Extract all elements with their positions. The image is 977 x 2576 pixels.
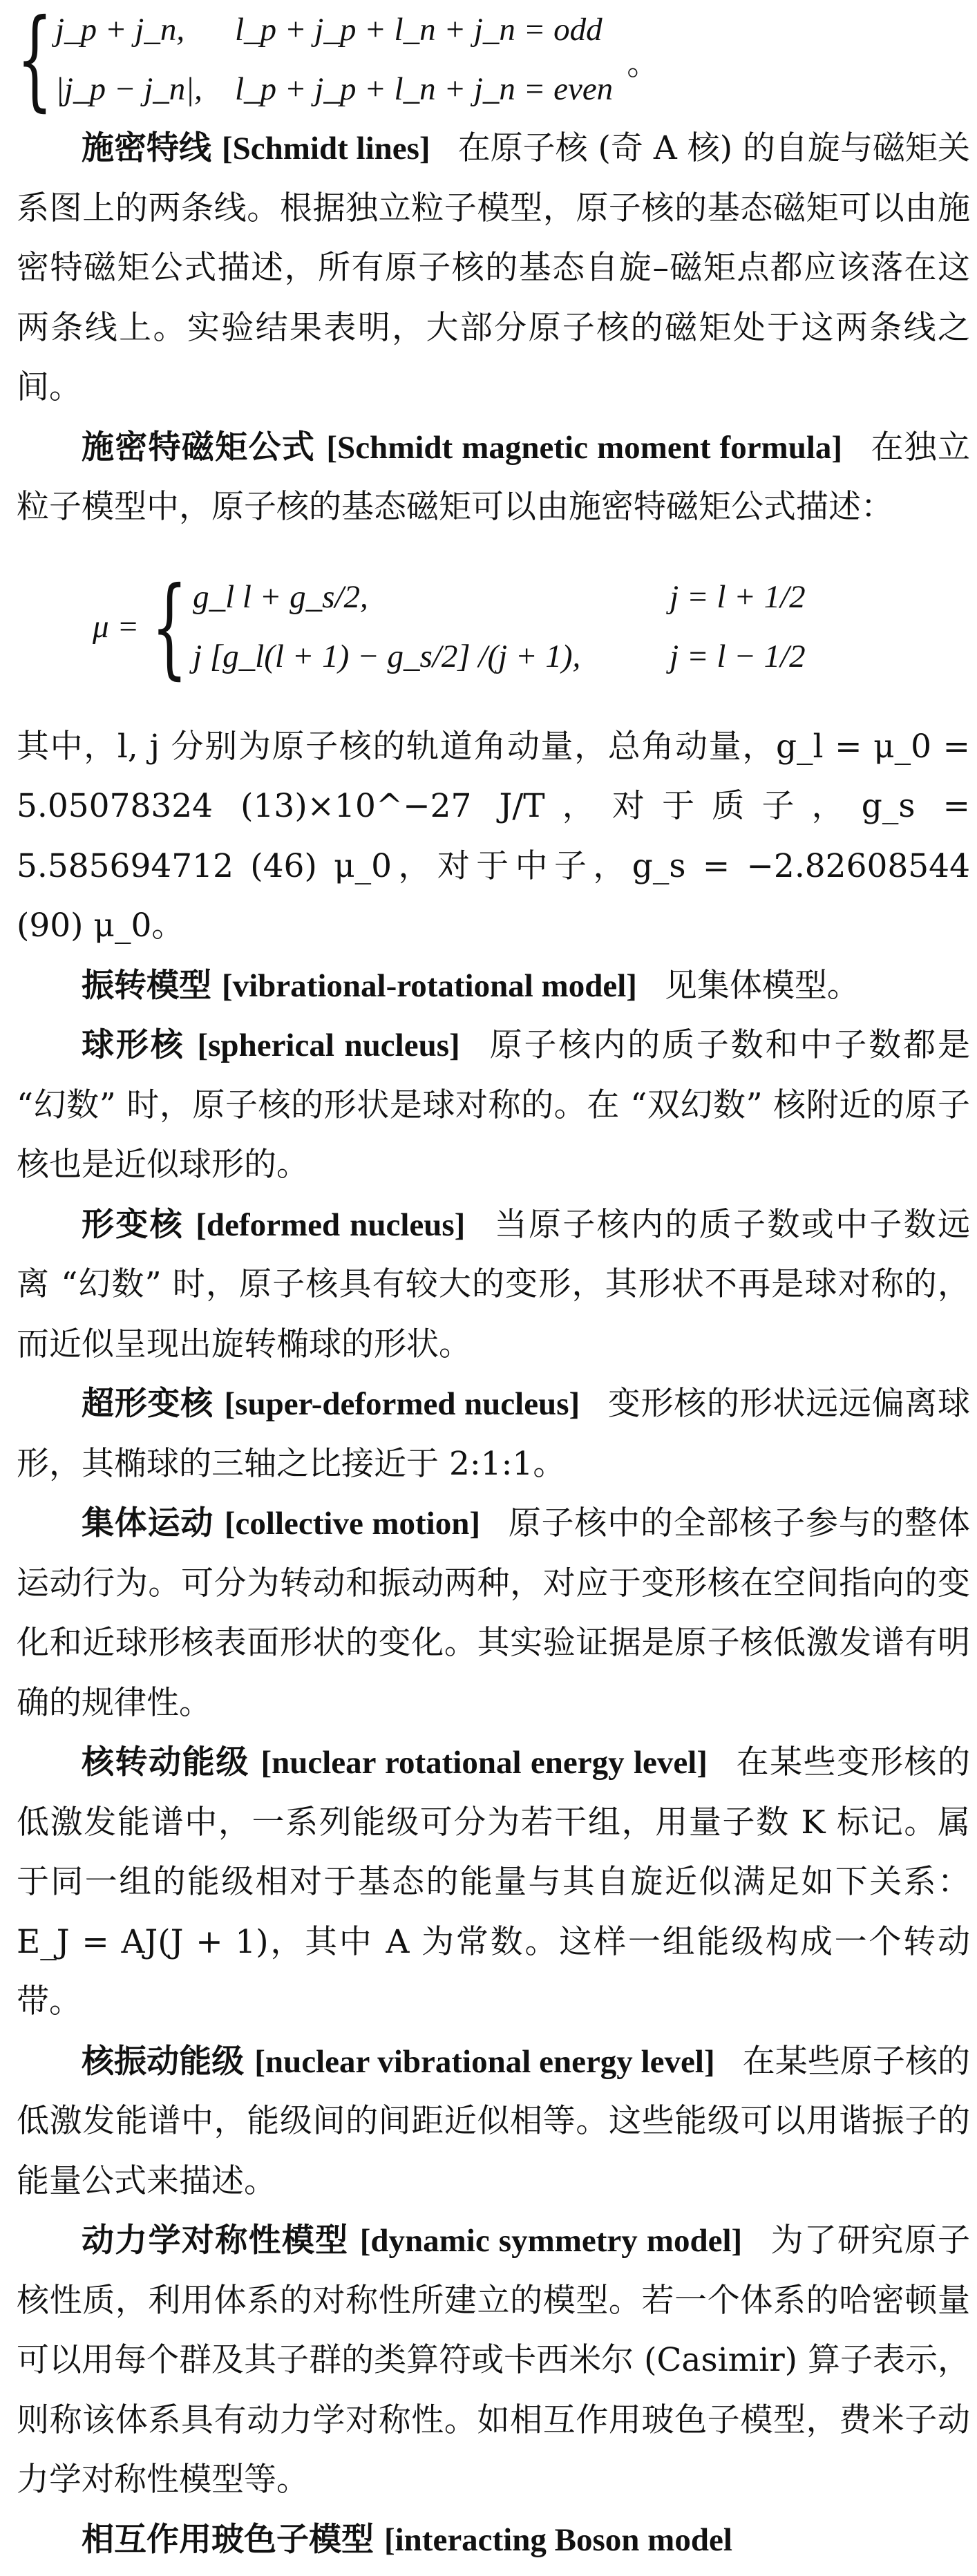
schmidt-formula-equation [17, 538, 970, 717]
entry-text: 原子核内的质子数和中子数都是 “幻数” 时，原子核的形状是球对称的。在 “双幻数” 核附近的原子核也是近似球形的。 [17, 1026, 971, 1184]
entry-term-en: [nuclear rotational energy level] [260, 1745, 708, 1781]
entry-text: 变形核的形状远远偏离球形，其椭球的三轴之比接近于 2:1:1。 [17, 1385, 970, 1483]
formula-row1-right: j = l + 1/2 [670, 579, 806, 616]
entry-term-cn: 施密特线 [82, 129, 212, 167]
cases-expression [17, 0, 970, 123]
case-row1-left: j_p + j_n, [55, 11, 185, 48]
entry-term-cn: 振转模型 [82, 966, 211, 1005]
case-trailing-mark: 。 [627, 46, 660, 82]
case-row2-right: l_p + j_p + l_n + j_n = even [235, 70, 614, 107]
entry-term-en: [super-deformed nucleus] [224, 1386, 580, 1422]
entry-text: 在独立粒子模型中，原子核的基态磁矩可以由施密特磁矩公式描述： [17, 428, 970, 526]
entry-rotational-level [17, 1733, 970, 2032]
entry-term-en: [spherical nucleus] [197, 1027, 460, 1063]
case-row2-left: |j_p − j_n|, [55, 70, 202, 107]
entry-term-cn: 形变核 [82, 1205, 184, 1244]
entry-text: 当原子核内的质子数或中子数远离 “幻数” 时，原子核具有较大的变形，其形状不再是球对称的，而近似呈现出旋转椭球的形状。 [17, 1205, 970, 1363]
entry-term-cn: 集体运动 [82, 1504, 214, 1542]
formula-note: 其中，l, j 分别为原子核的轨道角动量，总角动量，g_l = μ_0 = 5.05078324 (13)×10^−27 J/T，对于质子，g_s = 5.585694712 (46) μ_0，对于中子，g_s = −2.82608544 (90) μ_0。 [17, 727, 970, 945]
formula-row2-right: j = l − 1/2 [670, 638, 806, 675]
entry-schmidt-formula [17, 418, 970, 538]
entry-text: 为了研究原子核性质，利用体系的对称性所建立的模型。若一个体系的哈密顿量可以用每个群及其子群的类算符或卡西米尔 (Casimir) 算子表示，则称该体系具有动力学对称性。如相互作用玻色子模型，费米子动力学对称性模型等。 [17, 2222, 971, 2499]
formula-brace: { [151, 564, 188, 690]
entry-vibrational-level [17, 2032, 970, 2212]
entry-term-en: [Schmidt magnetic moment formula] [326, 429, 843, 466]
entry-term-cn: 球形核 [82, 1026, 185, 1064]
entry-dynamic-symmetry [17, 2211, 970, 2510]
entry-term-cn: 核转动能级 [82, 1743, 249, 1781]
entry-term-en: [Schmidt lines] [221, 131, 430, 167]
entry-ibm [17, 2510, 970, 2570]
entry-term-en: [dynamic symmetry model] [359, 2223, 743, 2259]
case-row1-right: l_p + j_p + l_n + j_n = odd [235, 11, 603, 48]
entry-term-cn: 施密特磁矩公式 [82, 428, 316, 466]
entry-term-en: [interacting Boson model [383, 2521, 732, 2558]
entry-text: 在原子核 (奇 A 核) 的自旋与磁矩关系图上的两条线。根据独立粒子模型，原子核的基态磁矩可以由施密特磁矩公式描述，所有原子核的基态自旋–磁矩点都应该落在这两条线上。实验结果表明，大部分原子核的磁矩处于这两条线之间。 [17, 129, 970, 406]
entry-text: 在某些原子核的低激发能谱中，能级间的间距近似相等。这些能级可以用谐振子的能量公式来描述。 [17, 2042, 970, 2200]
entry-vib-rot-model [17, 956, 970, 1016]
entry-term-en: [deformed nucleus] [196, 1206, 466, 1243]
formula-row2-left: j [g_l(l + 1) − g_s/2] /(j + 1), [193, 638, 581, 675]
entry-schmidt-lines [17, 119, 970, 418]
entry-text: 在某些变形核的低激发能谱中，一系列能级可分为若干组，用量子数 K 标记。属于同一组的能级相对于基态的能量与其自旋近似满足如下关系：E_J = AJ(J + 1)，其中 A 为常数。这样一组能级构成一个转动带。 [17, 1743, 970, 2020]
entry-deformed-nucleus [17, 1195, 970, 1375]
entry-spherical-nucleus [17, 1016, 970, 1195]
entry-text: 原子核中的全部核子参与的整体运动行为。可分为转动和振动两种，对应于变形核在空间指向的变化和近球形核表面形状的变化。其实验证据是原子核低激发谱有明确的规律性。 [17, 1504, 971, 1722]
entry-term-cn: 动力学对称性模型 [82, 2222, 349, 2260]
formula-lhs: μ = [93, 609, 140, 645]
entry-term-cn: 超形变核 [82, 1385, 214, 1423]
formula-row1-left: g_l l + g_s/2, [193, 579, 368, 616]
left-brace: { [17, 0, 53, 123]
entry-term-en: [collective motion] [224, 1506, 480, 1542]
entry-text: 见集体模型。 [664, 966, 860, 1005]
entry-term-en: [vibrational-rotational model] [221, 967, 637, 1004]
entry-super-deformed [17, 1374, 970, 1494]
entry-collective-motion [17, 1494, 970, 1733]
entry-term-cn: 相互作用玻色子模型 [82, 2520, 374, 2559]
entry-term-en: [nuclear vibrational energy level] [254, 2043, 715, 2080]
entry-term-cn: 核振动能级 [82, 2042, 245, 2081]
